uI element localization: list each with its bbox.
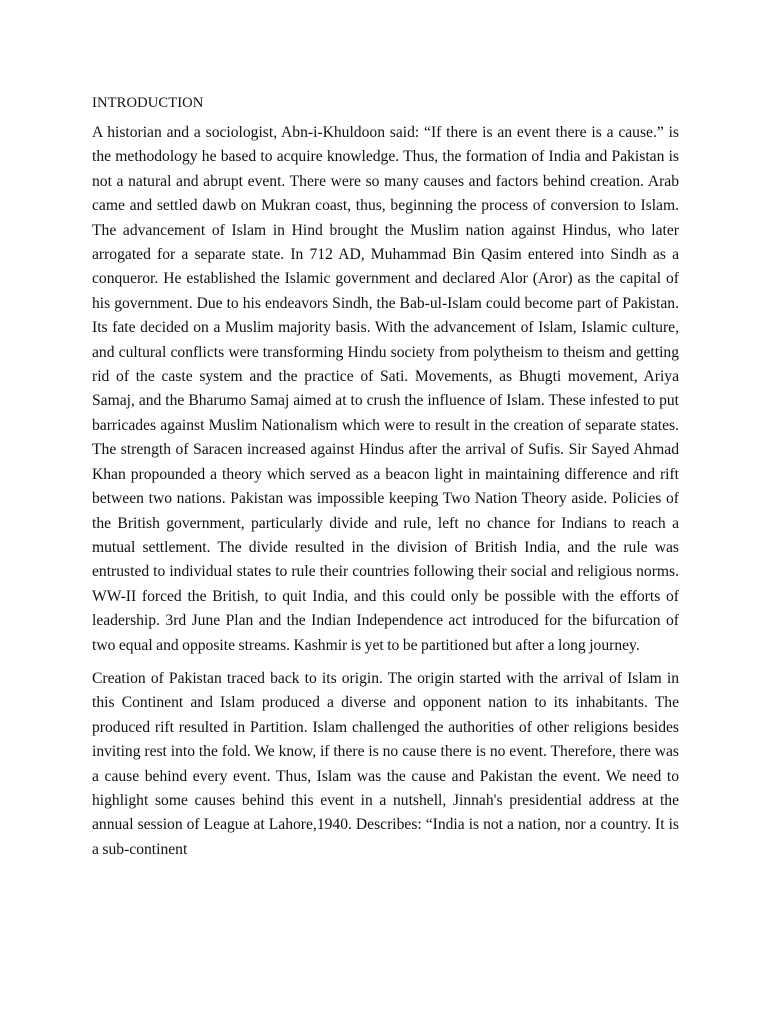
paragraph-2: Creation of Pakistan traced back to its origin. The origin started with the arrival of Islam in this Continent and Islam produced a diverse and opponent nation to its inhabitants. The produced rift resulted in Partition. Islam challenged the authorities of other religions besides inviting rest into the fold. We know, if there is no cause there is no event. Therefore, there was a cause behind every event. Thus, Islam was the cause and Pakistan the event. We need to highlight some causes behind this event in a nutshell, Jinnah's presidential address at the annual session of League at Lahore,1940. Describes: “India is not a nation, nor a country. It is a sub-continent: [92, 669, 679, 858]
paragraph-1: A historian and a sociologist, Abn-i-Khuldoon said: “If there is an event there is a cause.” is the methodology he based to acquire knowledge. Thus, the formation of India and Pakistan is not a natural and abrupt event. There were so many causes and factors behind creation. Arab came and settled dawb on Mukran coast, thus, beginning the process of conversion to Islam. The advancement of Islam in Hind brought the Muslim nation against Hindus, who later arrogated for a separate state. In 712 AD, Muhammad Bin Qasim entered into Sindh as a conqueror. He established the Islamic government and declared Alor (Aror) as the capital of his government. Due to his endeavors Sindh, the Bab-ul-Islam could become part of Pakistan. Its fate decided on a Muslim majority basis. With the advancement of Islam, Islamic culture, and cultural conflicts were transforming Hindu society from polytheism to theism and getting rid of the caste system and the practice of Sati. Movements, as Bhugti movement, Ariya Samaj, and the Bharumo Samaj aimed at to crush the influence of Islam. These infested to put barricades against Muslim Nationalism which were to result in the creation of separate states. The strength of Saracen increased against Hindus after the arrival of Sufis. Sir Sayed Ahmad Khan propounded a theory which served as a beacon light in maintaining difference and rift between two nations. Pakistan was impossible keeping Two Nation Theory aside. Policies of the British government, particularly divide and rule, left no chance for Indians to reach a mutual settlement. The divide resulted in the division of British India, and the rule was entrusted to individual states to rule their countries following their social and religious norms. WW-II forced the British, to quit India, and this could only be possible with the efforts of leadership. 3rd June Plan and the Indian Independence act introduced for the bifurcation of two equal and opposite streams. Kashmir is yet to be partitioned but after a long journey.: [92, 124, 679, 654]
document-page: [92, 93, 679, 871]
section-heading: INTRODUCTION: [92, 95, 204, 111]
